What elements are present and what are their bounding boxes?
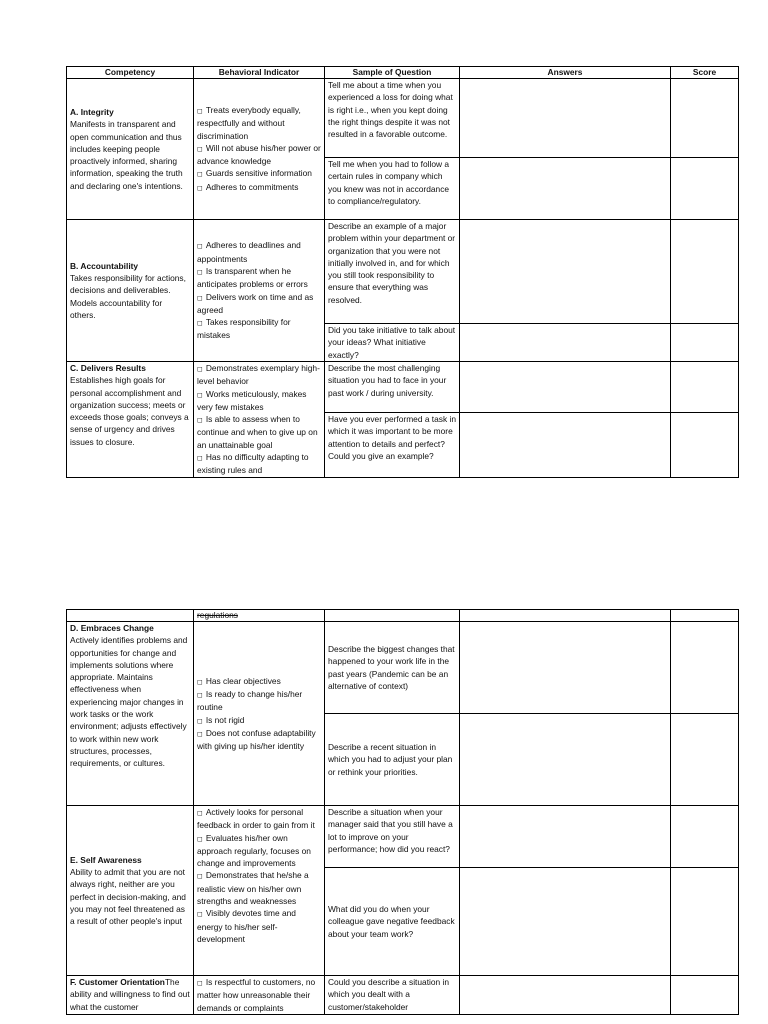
checkbox-icon: ◻ xyxy=(197,390,203,399)
checkbox-icon: ◻ xyxy=(197,729,203,738)
accountability-score-1[interactable] xyxy=(671,220,739,324)
checkbox-icon: ◻ xyxy=(197,690,203,699)
integrity-indicators-cell xyxy=(194,79,325,220)
indicator-item: ◻ Actively looks for personal feedback in order to gain from it xyxy=(197,807,315,831)
checkbox-icon: ◻ xyxy=(197,416,203,425)
customer-indicators-cell xyxy=(194,976,325,1015)
indicator-item: ◻ Has clear objectives xyxy=(197,675,281,686)
checkbox-icon: ◻ xyxy=(197,293,203,302)
change-description: Actively identifies problems and opportunities for change and implements solutions where appropriate. Maintains effectiveness when experiencing major changes in work tasks or the work environment; adjusts effectively to work within new work structures, processes, requirements, or cultures. xyxy=(70,635,188,769)
change-row-1 xyxy=(67,622,739,714)
competency-table-page-2 xyxy=(66,609,739,1015)
checkbox-icon: ◻ xyxy=(197,319,203,328)
integrity-score-2[interactable] xyxy=(671,158,739,220)
continuation-text: regulations xyxy=(197,610,238,620)
continuation-score-cell[interactable] xyxy=(671,610,739,622)
header-competency: Competency xyxy=(67,67,194,79)
accountability-title: B. Accountability xyxy=(70,260,139,271)
continuation-competency-cell xyxy=(67,610,194,622)
results-question-2: Have you ever performed a task in which it was important to be more attention to details and perfect? Could you give an example? xyxy=(325,412,460,477)
accountability-indicators-cell xyxy=(194,220,325,362)
header-row xyxy=(67,67,739,79)
change-score-2[interactable] xyxy=(671,714,739,806)
accountability-answer-1[interactable] xyxy=(460,220,671,324)
results-score-2[interactable] xyxy=(671,412,739,477)
checkbox-icon: ◻ xyxy=(197,365,203,373)
indicator-item: ◻ Has no difficulty adapting to existing rules and xyxy=(197,452,309,476)
awareness-score-1[interactable] xyxy=(671,806,739,868)
integrity-question-1: Tell me about a time when you experienced a loss for doing what is right i.e., when you kept doing the right things despite it was not resulted in a favorable outcome. xyxy=(325,79,460,158)
header-sample-question: Sample of Question xyxy=(325,67,460,79)
indicator-item: ◻ Treats everybody equally, respectfully and without discrimination xyxy=(197,104,301,141)
customer-description: The ability and willingness to find out what the customer xyxy=(70,977,190,1012)
change-answer-1[interactable] xyxy=(460,622,671,714)
indicator-item: ◻ Is not rigid xyxy=(197,714,245,725)
indicator-item: ◻ Does not confuse adaptability with giving up his/her identity xyxy=(197,727,316,752)
results-row-1 xyxy=(67,362,739,413)
accountability-question-2: Did you take initiative to talk about your ideas? What initiative exactly? xyxy=(325,324,460,362)
indicator-item: ◻ Adheres to deadlines and appointments xyxy=(197,240,301,264)
results-description: Establishes high goals for personal accomplishment and organization success; meets or exceeds those goals; conveys a sense of urgency and drives issues to closure. xyxy=(70,375,189,447)
indicator-item: ◻ Demonstrates that he/she a realistic view on his/her own strengths and weaknesses xyxy=(197,870,309,907)
indicator-item: ◻ Is ready to change his/her routine xyxy=(197,688,303,713)
indicator-item: ◻ Demonstrates exemplary high-level behavior xyxy=(197,363,320,387)
integrity-competency-cell xyxy=(67,79,194,220)
change-answer-2[interactable] xyxy=(460,714,671,806)
results-answer-2[interactable] xyxy=(460,412,671,477)
customer-question-1: Could you describe a situation in which you dealt with a customer/stakeholder xyxy=(325,976,460,1015)
awareness-question-2: What did you do when your colleague gave negative feedback about your team work? xyxy=(325,868,460,976)
integrity-row-1 xyxy=(67,79,739,158)
checkbox-icon: ◻ xyxy=(197,242,203,251)
header-score: Score xyxy=(671,67,739,79)
change-question-1: Describe the biggest changes that happened to your work life in the past years (Pandemic can be an alternative of context) xyxy=(325,622,460,714)
indicator-item: ◻ Delivers work on time and as agreed xyxy=(197,291,314,315)
continuation-answer-cell[interactable] xyxy=(460,610,671,622)
continuation-question-cell xyxy=(325,610,460,622)
checkbox-icon: ◻ xyxy=(197,677,203,686)
indicator-item: ◻ Is respectful to customers, no matter how unreasonable their demands or complaints xyxy=(197,977,316,1013)
indicator-item: ◻ Will not abuse his/her power or advance knowledge xyxy=(197,142,321,167)
checkbox-icon: ◻ xyxy=(197,144,203,153)
checkbox-icon: ◻ xyxy=(197,834,203,843)
accountability-row-1 xyxy=(67,220,739,324)
indicator-item: ◻ Is able to assess when to continue and when to give up on an unattainable goal xyxy=(197,414,318,450)
accountability-description: Takes responsibility for actions, decisions and deliverables. Models accountability for others. xyxy=(70,273,186,320)
customer-score-1[interactable] xyxy=(671,976,739,1015)
change-competency-cell xyxy=(67,622,194,806)
accountability-question-1: Describe an example of a major problem within your department or organization that you were not initially involved in, and for which you still took responsibility to ensure that everything was resolved. xyxy=(325,220,460,324)
indicator-item: ◻ Visibly devotes time and energy to his/her self-development xyxy=(197,908,296,944)
checkbox-icon: ◻ xyxy=(197,183,203,192)
change-title: D. Embraces Change xyxy=(70,623,154,633)
checkbox-icon: ◻ xyxy=(197,910,203,919)
accountability-answer-2[interactable] xyxy=(460,324,671,362)
checkbox-icon: ◻ xyxy=(197,170,203,179)
customer-answer-1[interactable] xyxy=(460,976,671,1015)
change-score-1[interactable] xyxy=(671,622,739,714)
awareness-indicators-cell xyxy=(194,806,325,976)
competency-table-page-1 xyxy=(66,66,739,478)
results-answer-1[interactable] xyxy=(460,362,671,413)
accountability-competency-cell xyxy=(67,220,194,362)
header-answers: Answers xyxy=(460,67,671,79)
awareness-competency-cell xyxy=(67,806,194,976)
customer-row-1 xyxy=(67,976,739,1015)
checkbox-icon: ◻ xyxy=(197,872,203,881)
checkbox-icon: ◻ xyxy=(197,979,203,987)
results-title: C. Delivers Results xyxy=(70,363,146,373)
results-competency-cell xyxy=(67,362,194,478)
awareness-description: Ability to admit that you are not always right, neither are you perfect in decision-making, and you may not feel threatened as a result of other people's input xyxy=(70,866,186,927)
header-behavioral-indicator: Behavioral Indicator xyxy=(194,67,325,79)
continuation-row xyxy=(67,610,739,622)
indicator-item: ◻ Adheres to commitments xyxy=(197,181,299,192)
awareness-answer-1[interactable] xyxy=(460,806,671,868)
awareness-row-1 xyxy=(67,806,739,868)
awareness-answer-2[interactable] xyxy=(460,868,671,976)
customer-title: F. Customer Orientation xyxy=(70,977,165,987)
customer-competency-cell xyxy=(67,976,194,1015)
integrity-answer-1[interactable] xyxy=(460,79,671,158)
indicator-item: ◻ Takes responsibility for mistakes xyxy=(197,317,291,341)
checkbox-icon: ◻ xyxy=(197,267,203,276)
integrity-question-2: Tell me when you had to follow a certain rules in company which you knew was not in accordance to compliance/regulatory. xyxy=(325,158,460,220)
awareness-title: E. Self Awareness xyxy=(70,854,142,865)
indicator-item: ◻ Is transparent when he anticipates problems or errors xyxy=(197,265,308,290)
integrity-description: Manifests in transparent and open communication and thus includes keeping people proactively informed, sharing information, speaking the truth and declaring one's intentions. xyxy=(70,119,183,191)
checkbox-icon: ◻ xyxy=(197,716,203,725)
change-question-2: Describe a recent situation in which you had to adjust your plan or rethink your priorities. xyxy=(325,714,460,806)
accountability-score-2[interactable] xyxy=(671,324,739,362)
checkbox-icon: ◻ xyxy=(197,454,203,463)
results-indicators-cell xyxy=(194,362,325,478)
checkbox-icon: ◻ xyxy=(197,106,203,115)
results-question-1: Describe the most challenging situation you had to face in your past work / during university. xyxy=(325,362,460,413)
integrity-score-1[interactable] xyxy=(671,79,739,158)
indicator-item: ◻ Guards sensitive information xyxy=(197,168,312,179)
change-indicators-cell xyxy=(194,622,325,806)
indicator-item: ◻ Works meticulously, makes very few mistakes xyxy=(197,388,307,412)
indicator-item: ◻ Evaluates his/her own approach regularly, focuses on change and improvements xyxy=(197,832,311,869)
awareness-score-2[interactable] xyxy=(671,868,739,976)
awareness-question-1: Describe a situation when your manager said that you still have a lot to improve on your performance; how did you react? xyxy=(325,806,460,868)
checkbox-icon: ◻ xyxy=(197,809,203,817)
integrity-title: A. Integrity xyxy=(70,106,114,117)
continuation-indicator-cell xyxy=(194,610,325,622)
results-score-1[interactable] xyxy=(671,362,739,413)
integrity-answer-2[interactable] xyxy=(460,158,671,220)
